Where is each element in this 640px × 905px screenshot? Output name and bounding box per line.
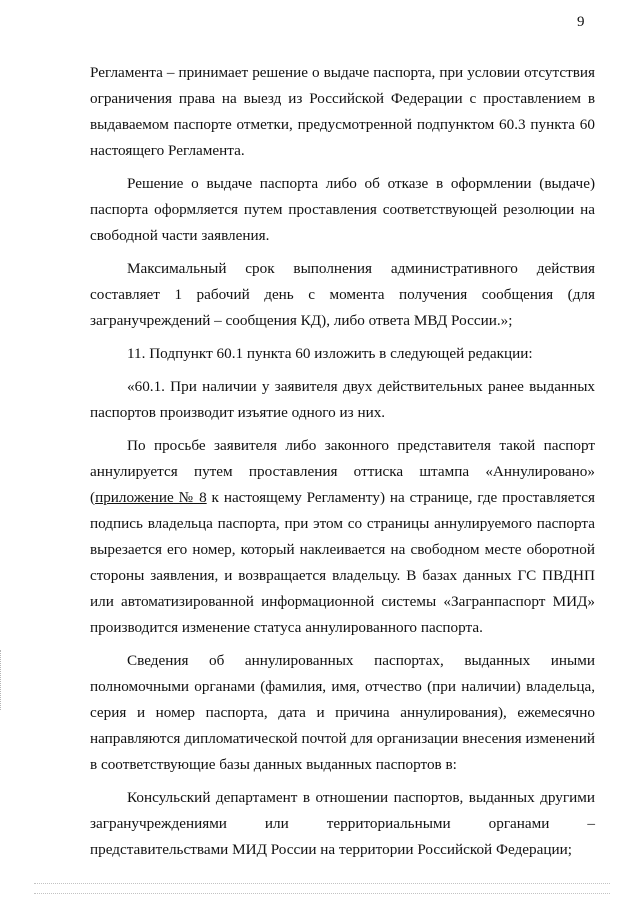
paragraph-60-1: «60.1. При наличии у заявителя двух действительных ранее выданных паспортов производит изъятие одного из них.	[90, 378, 595, 421]
document-body	[90, 60, 595, 870]
annulment-text-start: По просьбе заявителя либо законного представителя такой паспорт аннулируется путем проставления оттиска штампа «Аннулировано» (	[90, 437, 595, 506]
paragraph-annulment	[90, 433, 595, 641]
paragraph-consular-dept: Консульский департамент в отношении паспортов, выданных другими загранучреждениями или территориальными органами – представительствами МИД России на территории Российской Федерации;	[90, 789, 595, 858]
appendix-8-link[interactable]: приложение № 8	[95, 489, 207, 506]
page-number: 9	[577, 14, 585, 30]
paragraph-max-duration: Максимальный срок выполнения административного действия составляет 1 рабочий день с момента получения сообщения (для загранучреждений – сообщения КД), либо ответа МВД России.»;	[90, 260, 595, 329]
paragraph-decision-format: Решение о выдаче паспорта либо об отказе в оформлении (выдаче) паспорта оформляется путем проставления соответствующей резолюции на свободной части заявления.	[90, 175, 595, 244]
scan-noise-line	[34, 883, 610, 884]
paragraph-annulled-info: Сведения об аннулированных паспортах, выданных иными полномочными органами (фамилия, имя, отчество (при наличии) владельца, серия и номер паспорта, дата и причина аннулирования), ежемесячно направляются дипломатической почтой для организации внесения изменений в соответствующие базы данных выданных паспортов в:	[90, 652, 595, 773]
paragraph-item-11: 11. Подпункт 60.1 пункта 60 изложить в следующей редакции:	[127, 345, 533, 362]
annulment-text-end: к настоящему Регламенту) на странице, где проставляется подпись владельца паспорта, при этом со страницы аннулируемого паспорта вырезается его номер, который наклеивается на свободном месте оборотной стороны заявления, и возвращается владельцу. В базах данных ГС ПВДНП или автоматизированной информационной системы «Загранпаспорт МИД» производится изменение статуса аннулированного паспорта.	[90, 489, 595, 636]
scan-noise-line	[34, 893, 610, 894]
scan-margin-mark	[0, 650, 4, 710]
paragraph-regulation-decision: Регламента – принимает решение о выдаче паспорта, при условии отсутствия ограничения права на выезд из Российской Федерации с проставлением в выдаваемом паспорте отметки, предусмотренной подпунктом 60.3 пункта 60 настоящего Регламента.	[90, 64, 595, 159]
